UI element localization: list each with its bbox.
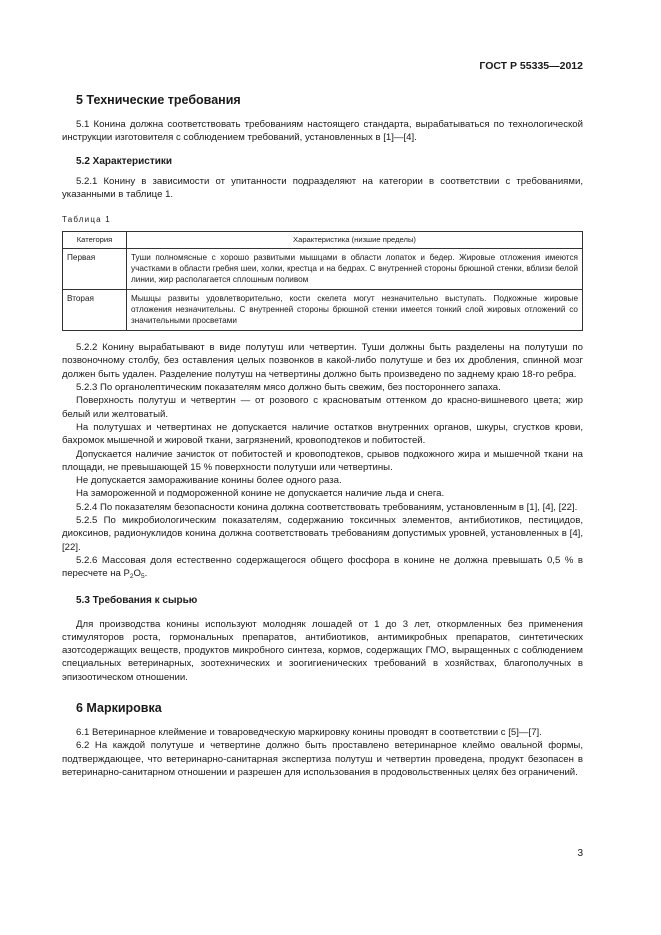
table-row	[63, 249, 583, 290]
categories-table	[62, 231, 583, 331]
paragraph-5-2-4: 5.2.4 По показателям безопасности конина должна соответствовать требованиям, установленным в [1], [4], [22].	[76, 501, 578, 513]
table-cell-category: Первая	[63, 249, 127, 290]
paragraph-5-1: 5.1 Конина должна соответствовать требованиям настоящего стандарта, вырабатываться по технологической инструкции изготовителя с соблюдением требований, установленных в [1]—[4].	[62, 119, 583, 144]
table-row	[63, 290, 583, 331]
paragraph-5-2-3: 5.2.3 По органолептическим показателям мясо должно быть свежим, без постороннего запаха.	[76, 382, 501, 394]
table-cell-characteristic: Мышцы развиты удовлетворительно, кости скелета могут незначительно выступать. Подкожные жировые отложения незначительны. С внутренней стороны брюшной стенки имеется тонкий слой жировых отложений со значительными просветами	[127, 290, 583, 331]
table-header-characteristic: Характеристика (низшие пределы)	[127, 232, 583, 249]
table-cell-category: Вторая	[63, 290, 127, 331]
standard-number: ГОСТ Р 55335—2012	[479, 60, 583, 72]
formula-oxygen: O	[133, 568, 141, 580]
paragraph-5-2-1: 5.2.1 Конину в зависимости от упитанности подразделяют на категории в соответствии с требованиями, указанными в таблице 1.	[62, 175, 583, 200]
page-number: 3	[577, 848, 583, 859]
paragraph-ice: На замороженной и подмороженной конине не допускается наличие льда и снега.	[76, 488, 445, 500]
section-5-2-title: 5.2 Характеристики	[76, 155, 173, 167]
paragraph-residues: На полутушах и четвертинах не допускается наличие остатков внутренних органов, шкуры, сгустков крови, бахромок мышечной и жировой ткани, загрязнений, кровоподтеков и побитостей.	[62, 421, 583, 447]
section-5-title: 5 Технические требования	[76, 93, 241, 107]
table-header-row	[63, 232, 583, 249]
section-6-title: 6 Маркировка	[76, 701, 162, 716]
paragraph-6-2: 6.2 На каждой полутуше и четвертине должно быть проставлено ветеринарное клеймо овальной формы, подтверждающее, что ветеринарно-санитарная экспертиза полутуш и четвертин проведена, продукт безопасен в ветеринарно-санитарном отношении и разрешен для использования в продовольственных целях без ограничений.	[62, 740, 583, 778]
formula-subscript-5: 5	[141, 573, 145, 581]
table-header-category: Категория	[63, 232, 127, 249]
section-5-3-title: 5.3 Требования к сырью	[76, 594, 198, 606]
paragraph-allowed: Допускается наличие зачисток от побитостей и кровоподтеков, срывов подкожного жира и мышечной ткани на площади, не превышающей 15 % поверхности полутуши или четвертины.	[62, 448, 583, 473]
formula-subscript-2: 2	[129, 573, 134, 581]
table-caption: Таблица 1	[62, 215, 111, 225]
paragraph-5-2-2: 5.2.2 Конину вырабатывают в виде полутуш или четвертин. Туши должны быть разделены на полутуши по позвоночному столбу, без оставления целых позвонков в какой-либо полутуше и без их дробления, спинной мозг должен быть удален. Разделение полутуш на четвертины должно быть произведено по заднему краю 18-го ребра.	[62, 342, 583, 380]
paragraph-surface: Поверхность полутуш и четвертин — от розового с красноватым оттенком до красно-вишневого цвета; жир белый или желтоватый.	[62, 395, 583, 420]
page-content	[62, 92, 583, 779]
paragraph-freeze: Не допускается замораживание конины более одного раза.	[76, 475, 342, 487]
paragraph-5-2-5: 5.2.5 По микробиологическим показателям, содержанию токсичных элементов, антибиотиков, пестицидов, диоксинов, радионуклидов конина должна соответствовать требованиям допустимых уровней, установленных в [4], [22].	[62, 515, 583, 553]
paragraph-6-1: 6.1 Ветеринарное клеймение и товароведческую маркировку конины проводят в соответствии с [5]—[7].	[76, 727, 542, 739]
paragraph-5-2-6	[62, 554, 583, 584]
paragraph-5-2-6-end: .	[144, 568, 148, 580]
table-cell-characteristic: Туши полномясные с хорошо развитыми мышцами в области лопаток и бедер. Жировые отложения имеются участками в области гребня шеи, холки, крестца и на бедрах. С внутренней стороны брюшной стенки, вблизи белой линии, жир располагается сплошным поливом	[127, 249, 583, 290]
paragraph-5-3: Для производства конины используют молодняк лошадей от 1 до 3 лет, откормленных без применения стимуляторов роста, гормональных препаратов, антибиотиков, антимикробных препаратов, синтетических азотсодержащих веществ, продуктов микробного синтеза, кормов, содержащих ГМО, выращенных с соблюдением специальных ветеринарных, зоотехнических и зоогигиенических требований в хозяйствах, благополучных в эпизоотическом отношении.	[62, 618, 583, 683]
paragraph-5-2-6-text: 5.2.6 Массовая доля естественно содержащегося общего фосфора в конине не должна превышать 0,5 % в пересчете на P	[62, 554, 583, 580]
